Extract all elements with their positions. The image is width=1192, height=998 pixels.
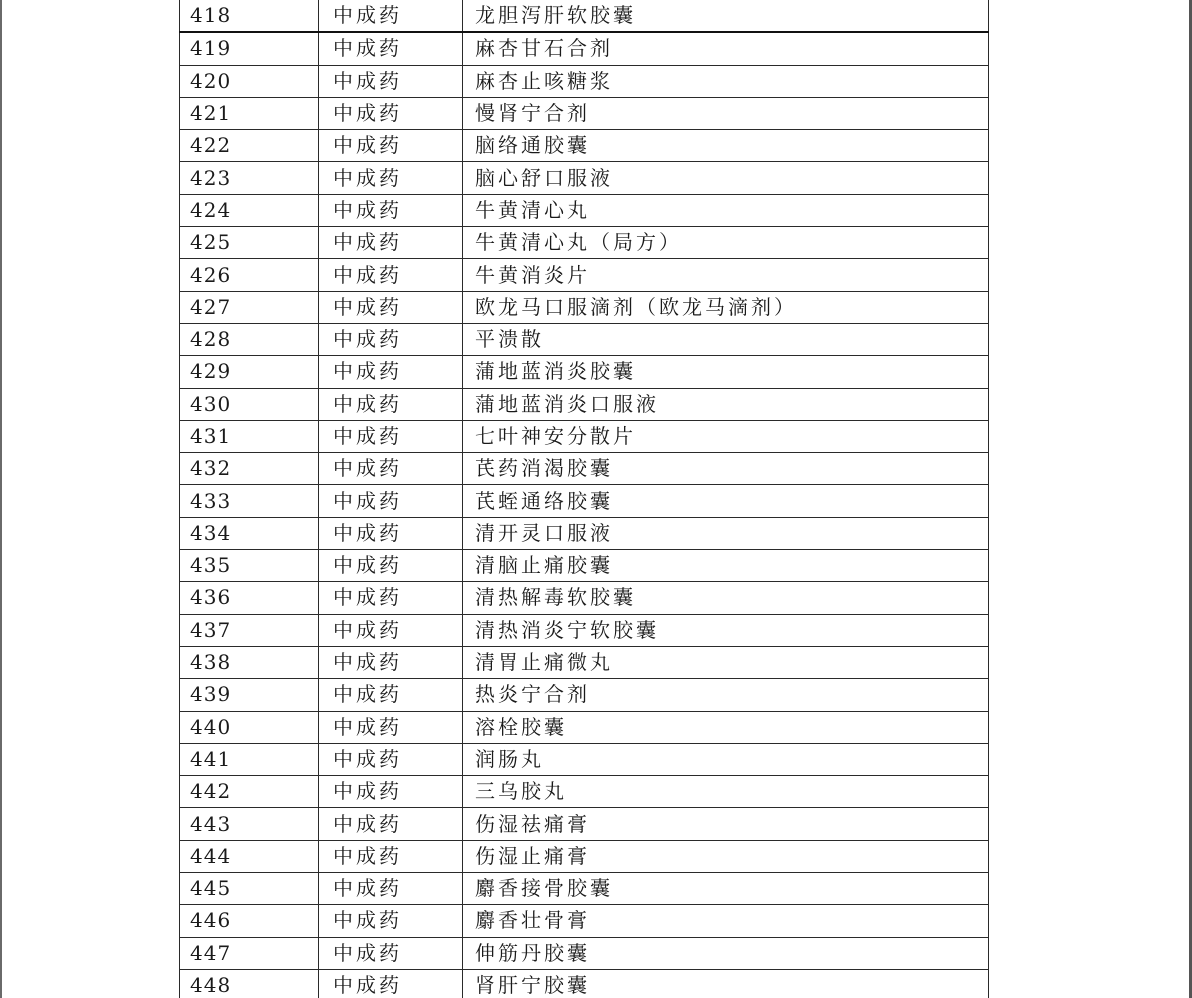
category-cell: 中成药 (319, 453, 463, 485)
drug-name-cell: 伤湿止痛膏 (463, 840, 989, 872)
drug-name-cell: 平溃散 (463, 323, 989, 355)
table-row (180, 937, 989, 969)
table-row (180, 453, 989, 485)
drug-name-cell: 牛黄消炎片 (463, 259, 989, 291)
row-number-cell: 428 (180, 323, 319, 355)
drug-name-cell: 蒲地蓝消炎口服液 (463, 388, 989, 420)
row-number-cell: 448 (180, 969, 319, 998)
category-cell: 中成药 (319, 776, 463, 808)
drug-name-cell: 牛黄清心丸 (463, 194, 989, 226)
row-number-cell: 427 (180, 291, 319, 323)
category-cell: 中成药 (319, 550, 463, 582)
category-cell: 中成药 (319, 65, 463, 97)
category-cell: 中成药 (319, 905, 463, 937)
category-cell: 中成药 (319, 840, 463, 872)
row-number-cell: 442 (180, 776, 319, 808)
row-number-cell: 441 (180, 743, 319, 775)
drug-name-cell: 七叶神安分散片 (463, 420, 989, 452)
drug-name-cell: 芪药消渴胶囊 (463, 453, 989, 485)
row-number-cell: 432 (180, 453, 319, 485)
window-border-left (0, 0, 2, 998)
drug-name-cell: 慢肾宁合剂 (463, 97, 989, 129)
table-row (180, 743, 989, 775)
row-number-cell: 435 (180, 550, 319, 582)
category-cell: 中成药 (319, 0, 463, 32)
category-cell: 中成药 (319, 582, 463, 614)
row-number-cell: 424 (180, 194, 319, 226)
table-row (180, 582, 989, 614)
category-cell: 中成药 (319, 291, 463, 323)
row-number-cell: 420 (180, 65, 319, 97)
drug-name-cell: 芪蛭通络胶囊 (463, 485, 989, 517)
table-row (180, 679, 989, 711)
row-number-cell: 447 (180, 937, 319, 969)
table-body (180, 0, 989, 998)
category-cell: 中成药 (319, 32, 463, 65)
category-cell: 中成药 (319, 97, 463, 129)
category-cell: 中成药 (319, 808, 463, 840)
row-number-cell: 439 (180, 679, 319, 711)
category-cell: 中成药 (319, 743, 463, 775)
table-row (180, 162, 989, 194)
table-row (180, 194, 989, 226)
drug-name-cell: 润肠丸 (463, 743, 989, 775)
table-row (180, 65, 989, 97)
table-row (180, 969, 989, 998)
row-number-cell: 443 (180, 808, 319, 840)
table-row (180, 614, 989, 646)
table-row (180, 646, 989, 678)
drug-name-cell: 麝香壮骨膏 (463, 905, 989, 937)
row-number-cell: 438 (180, 646, 319, 678)
drug-name-cell: 牛黄清心丸（局方） (463, 227, 989, 259)
row-number-cell: 436 (180, 582, 319, 614)
row-number-cell: 445 (180, 873, 319, 905)
table-row (180, 32, 989, 65)
category-cell: 中成药 (319, 517, 463, 549)
row-number-cell: 425 (180, 227, 319, 259)
row-number-cell: 437 (180, 614, 319, 646)
drug-name-cell: 溶栓胶囊 (463, 711, 989, 743)
category-cell: 中成药 (319, 420, 463, 452)
drug-name-cell: 热炎宁合剂 (463, 679, 989, 711)
table-row (180, 840, 989, 872)
category-cell: 中成药 (319, 711, 463, 743)
drug-name-cell: 龙胆泻肝软胶囊 (463, 0, 989, 32)
drug-name-cell: 麝香接骨胶囊 (463, 873, 989, 905)
row-number-cell: 419 (180, 32, 319, 65)
drug-name-cell: 麻杏甘石合剂 (463, 32, 989, 65)
drug-name-cell: 伤湿祛痛膏 (463, 808, 989, 840)
table-row (180, 227, 989, 259)
row-number-cell: 426 (180, 259, 319, 291)
drug-name-cell: 清胃止痛微丸 (463, 646, 989, 678)
table-row (180, 711, 989, 743)
table-row (180, 776, 989, 808)
category-cell: 中成药 (319, 259, 463, 291)
table-row (180, 550, 989, 582)
table-row (180, 291, 989, 323)
row-number-cell: 430 (180, 388, 319, 420)
row-number-cell: 444 (180, 840, 319, 872)
drug-name-cell: 脑心舒口服液 (463, 162, 989, 194)
category-cell: 中成药 (319, 937, 463, 969)
category-cell: 中成药 (319, 323, 463, 355)
category-cell: 中成药 (319, 194, 463, 226)
row-number-cell: 421 (180, 97, 319, 129)
row-number-cell: 433 (180, 485, 319, 517)
table-row (180, 420, 989, 452)
category-cell: 中成药 (319, 873, 463, 905)
category-cell: 中成药 (319, 356, 463, 388)
table-row (180, 0, 989, 32)
table-row (180, 388, 989, 420)
category-cell: 中成药 (319, 162, 463, 194)
category-cell: 中成药 (319, 227, 463, 259)
row-number-cell: 440 (180, 711, 319, 743)
category-cell: 中成药 (319, 969, 463, 998)
category-cell: 中成药 (319, 646, 463, 678)
category-cell: 中成药 (319, 485, 463, 517)
table-row (180, 485, 989, 517)
table-row (180, 259, 989, 291)
drug-name-cell: 三乌胶丸 (463, 776, 989, 808)
drug-name-cell: 蒲地蓝消炎胶囊 (463, 356, 989, 388)
table-row (180, 323, 989, 355)
drug-name-cell: 清脑止痛胶囊 (463, 550, 989, 582)
table-row (180, 905, 989, 937)
row-number-cell: 434 (180, 517, 319, 549)
row-number-cell: 431 (180, 420, 319, 452)
table-row (180, 873, 989, 905)
drug-name-cell: 麻杏止咳糖浆 (463, 65, 989, 97)
row-number-cell: 429 (180, 356, 319, 388)
row-number-cell: 418 (180, 0, 319, 32)
table-row (180, 356, 989, 388)
category-cell: 中成药 (319, 614, 463, 646)
table-row (180, 97, 989, 129)
drug-name-cell: 清开灵口服液 (463, 517, 989, 549)
drug-name-cell: 肾肝宁胶囊 (463, 969, 989, 998)
category-cell: 中成药 (319, 130, 463, 162)
row-number-cell: 422 (180, 130, 319, 162)
table-row (180, 517, 989, 549)
table-row (180, 130, 989, 162)
table-row (180, 808, 989, 840)
drug-list-table (179, 0, 989, 998)
drug-name-cell: 欧龙马口服滴剂（欧龙马滴剂） (463, 291, 989, 323)
row-number-cell: 423 (180, 162, 319, 194)
drug-name-cell: 伸筋丹胶囊 (463, 937, 989, 969)
drug-name-cell: 清热消炎宁软胶囊 (463, 614, 989, 646)
category-cell: 中成药 (319, 388, 463, 420)
category-cell: 中成药 (319, 679, 463, 711)
row-number-cell: 446 (180, 905, 319, 937)
drug-name-cell: 脑络通胶囊 (463, 130, 989, 162)
drug-name-cell: 清热解毒软胶囊 (463, 582, 989, 614)
